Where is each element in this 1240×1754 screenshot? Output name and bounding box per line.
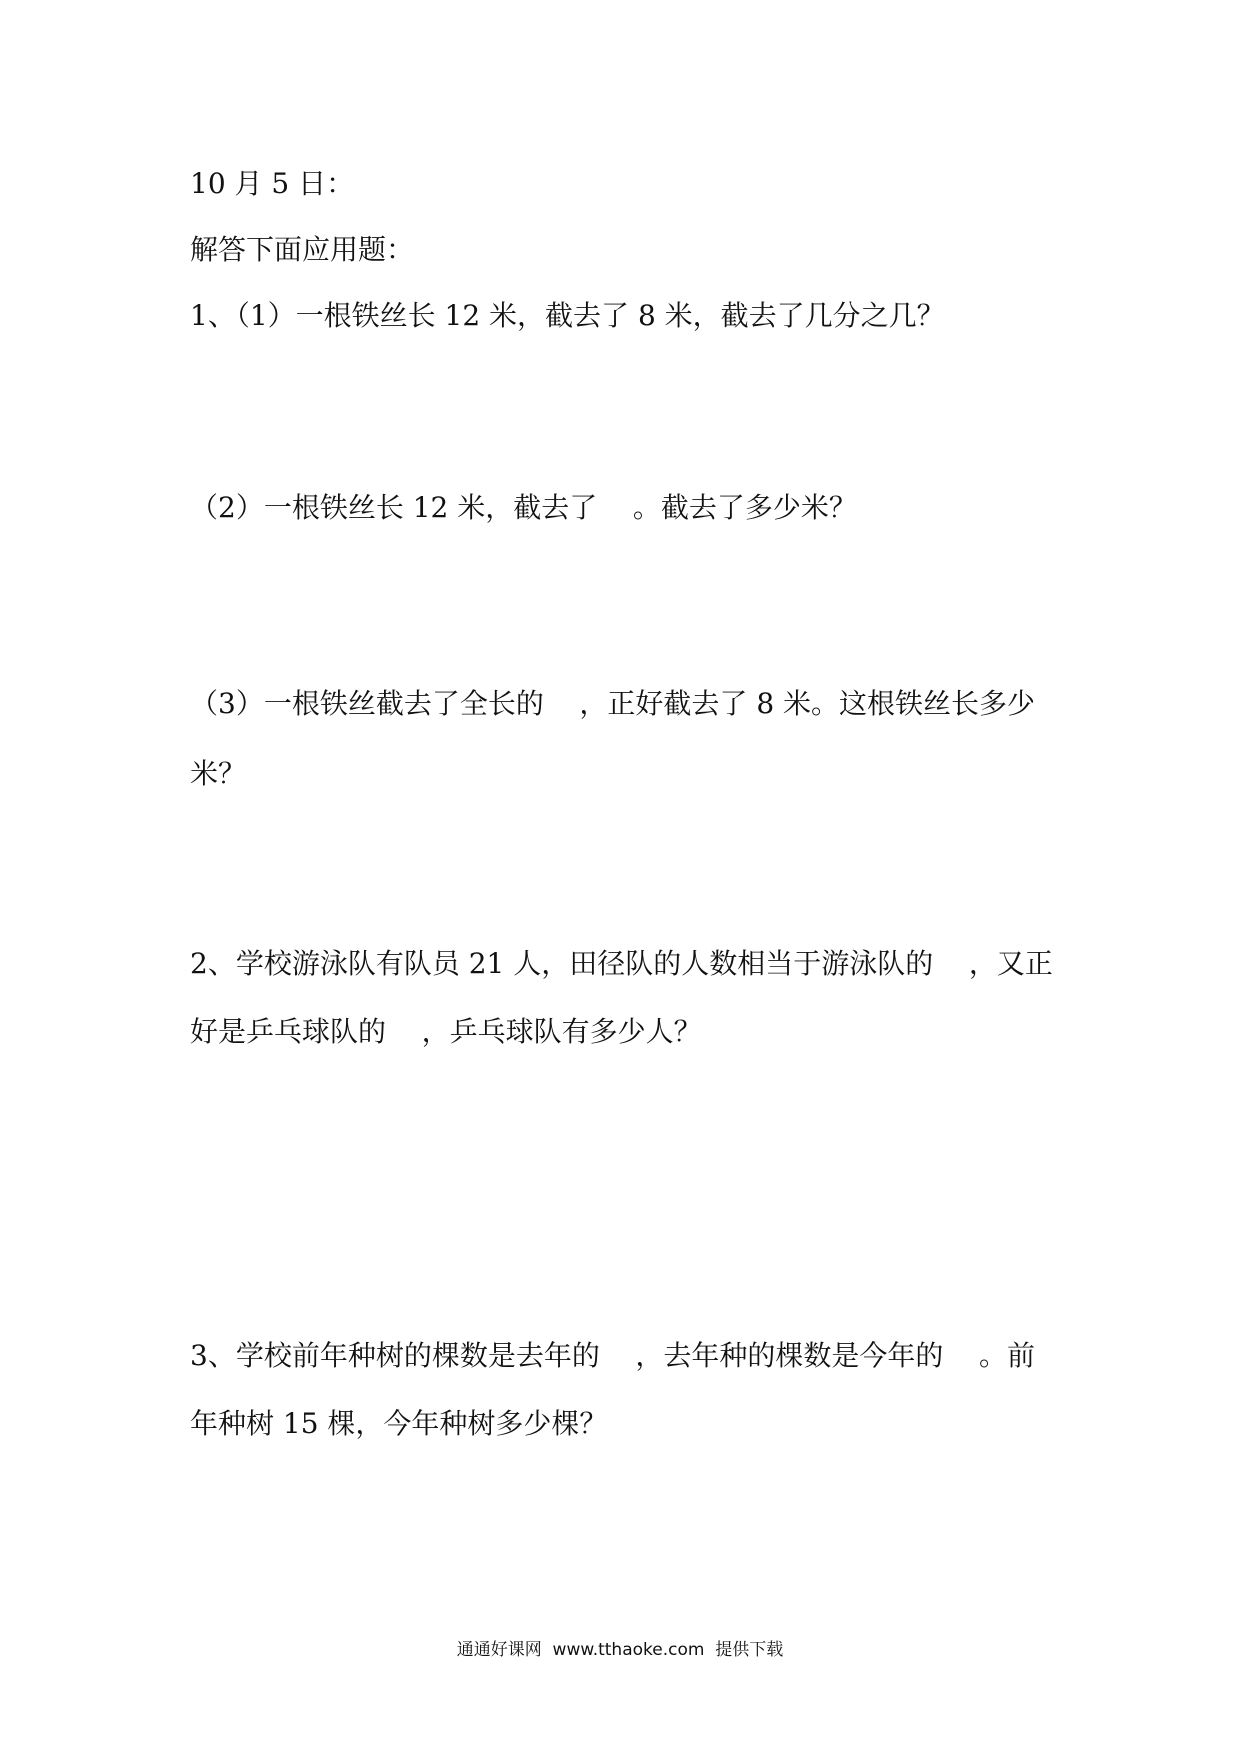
page-footer: 通通好课网 www.tthaoke.com 提供下载: [456, 1640, 784, 1660]
question-1-part-1: 1、（1）一根铁丝长 12 米，截去了 8 米，截去了几分之几？: [190, 299, 945, 332]
date-heading: 10 月 5 日：: [190, 167, 355, 200]
question-1-part-3-line-1: （3）一根铁丝截去了全长的 ，正好截去了 8 米。这根铁丝长多少: [190, 687, 1036, 720]
question-3-line-1: 3、学校前年种树的棵数是去年的 ，去年种的棵数是今年的 。前: [190, 1339, 1036, 1372]
question-3-line-2: 年种树 15 棵，今年种树多少棵？: [190, 1407, 608, 1440]
question-1-part-3-line-2: 米？: [190, 757, 247, 790]
question-2-line-1: 2、学校游泳队有队员 21 人，田径队的人数相当于游泳队的 ，又正: [190, 947, 1053, 980]
question-2-line-2: 好是乒乓球队的 ，乒乓球队有多少人？: [190, 1015, 702, 1048]
instruction-heading: 解答下面应用题：: [190, 233, 415, 266]
question-1-part-2: （2）一根铁丝长 12 米，截去了 。截去了多少米？: [190, 491, 857, 524]
